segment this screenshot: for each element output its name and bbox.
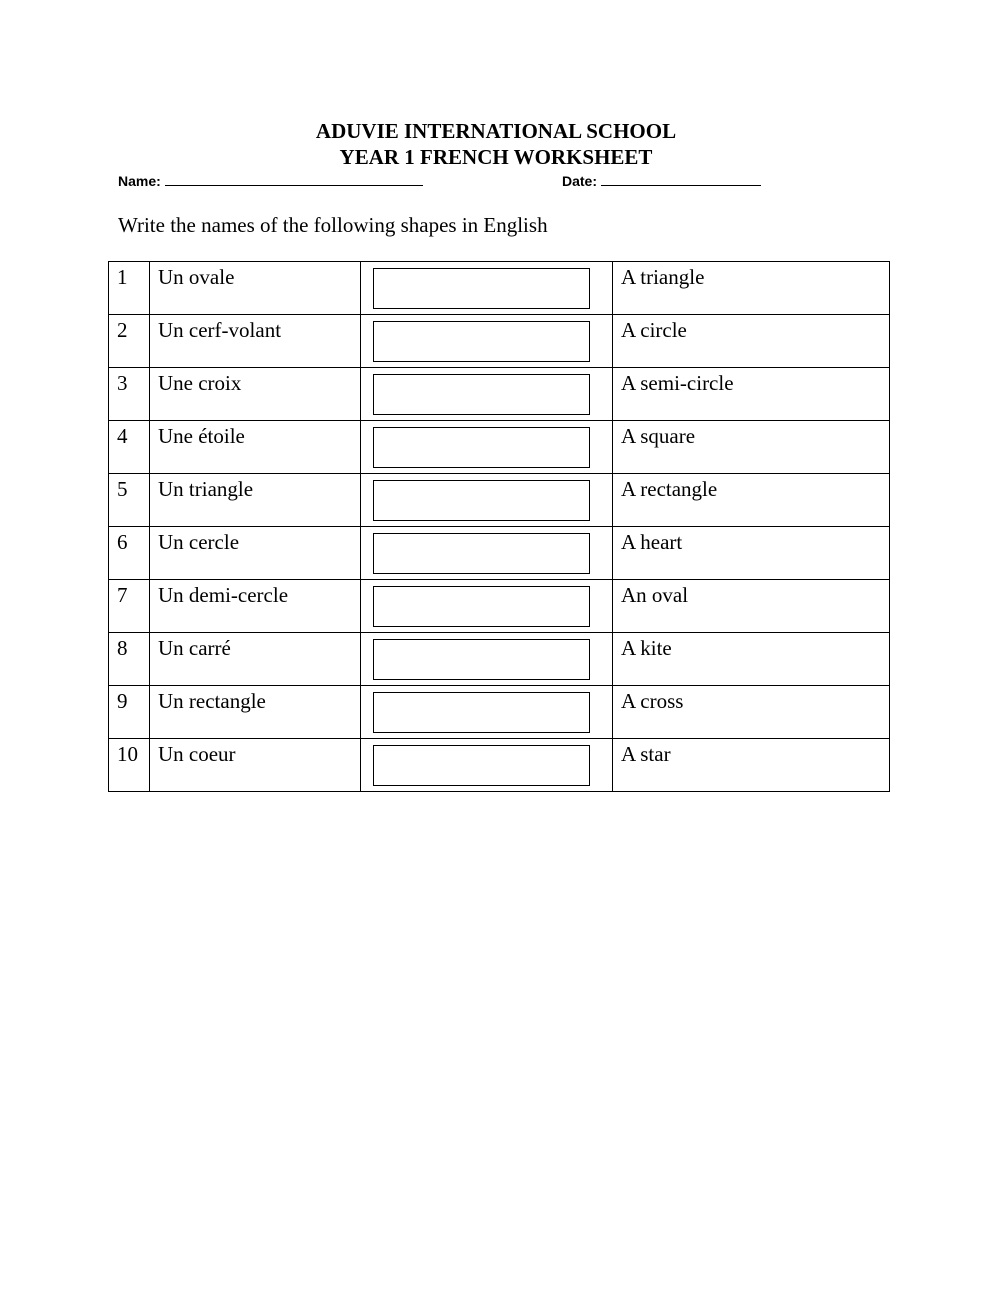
english-word: A semi-circle	[621, 371, 734, 395]
row-number: 1	[117, 265, 128, 289]
french-word: Un demi-cercle	[158, 583, 289, 607]
row-number: 10	[117, 742, 138, 766]
english-word: A rectangle	[621, 477, 718, 501]
row-number: 3	[117, 371, 128, 395]
row-number: 2	[117, 318, 128, 342]
instruction-text: Write the names of the following shapes in English	[118, 213, 548, 237]
french-word: Une croix	[158, 371, 242, 395]
french-word: Un cerf-volant	[158, 318, 282, 342]
answer-box[interactable]	[373, 586, 590, 627]
table-row	[109, 368, 890, 421]
name-blank[interactable]	[165, 171, 423, 186]
row-number: 5	[117, 477, 128, 501]
row-number: 6	[117, 530, 128, 554]
row-number: 8	[117, 636, 128, 660]
worksheet-title: YEAR 1 FRENCH WORKSHEET	[339, 145, 653, 169]
table-row	[109, 421, 890, 474]
answer-box[interactable]	[373, 427, 590, 468]
row-number: 7	[117, 583, 128, 607]
english-word: A kite	[621, 636, 672, 660]
date-field	[562, 171, 761, 191]
table-row	[109, 315, 890, 368]
row-number: 9	[117, 689, 128, 713]
table-row	[109, 527, 890, 580]
french-word: Un ovale	[158, 265, 235, 289]
english-word: A square	[621, 424, 696, 448]
table-row	[109, 580, 890, 633]
english-word: A circle	[621, 318, 687, 342]
english-word: A star	[621, 742, 671, 766]
french-word: Une étoile	[158, 424, 245, 448]
table-row	[109, 633, 890, 686]
french-word: Un rectangle	[158, 689, 266, 713]
table-row	[109, 739, 890, 792]
answer-box[interactable]	[373, 692, 590, 733]
answer-box[interactable]	[373, 533, 590, 574]
english-word: A heart	[621, 530, 683, 554]
table-row	[109, 686, 890, 739]
french-word: Un coeur	[158, 742, 236, 766]
date-blank[interactable]	[601, 171, 761, 186]
table-row	[109, 474, 890, 527]
answer-box[interactable]	[373, 480, 590, 521]
answer-box[interactable]	[373, 321, 590, 362]
french-word: Un carré	[158, 636, 231, 660]
english-word: An oval	[621, 583, 689, 607]
answer-box[interactable]	[373, 639, 590, 680]
answer-box[interactable]	[373, 268, 590, 309]
name-label: Name:	[118, 173, 161, 189]
row-number: 4	[117, 424, 128, 448]
english-word: A triangle	[621, 265, 705, 289]
english-word: A cross	[621, 689, 684, 713]
french-word: Un cercle	[158, 530, 240, 554]
shapes-table	[108, 261, 890, 792]
date-label: Date:	[562, 173, 598, 189]
school-name: ADUVIE INTERNATIONAL SCHOOL	[315, 119, 677, 143]
answer-box[interactable]	[373, 374, 590, 415]
french-word: Un triangle	[158, 477, 254, 501]
name-field	[118, 171, 423, 191]
answer-box[interactable]	[373, 745, 590, 786]
table-row	[109, 262, 890, 315]
